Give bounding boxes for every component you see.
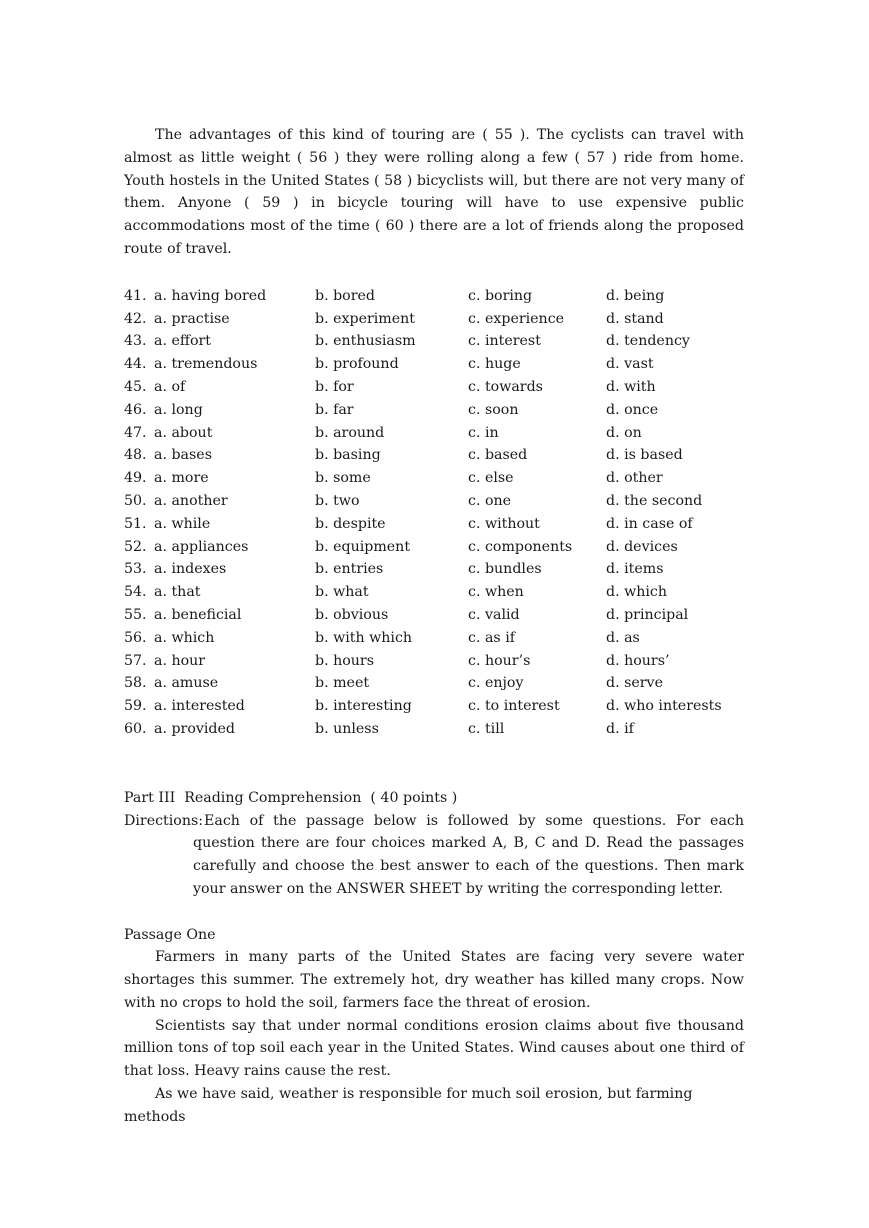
option-a: a. long — [154, 401, 203, 418]
question-number: 54. — [124, 584, 147, 601]
question-number: 53. — [124, 561, 147, 578]
option-b: b. bored — [315, 287, 375, 304]
question-number: 41. — [124, 287, 147, 304]
question-number: 52. — [124, 538, 147, 555]
question-number: 46. — [124, 401, 147, 418]
option-d: d. which — [606, 584, 668, 601]
option-d: d. once — [606, 401, 659, 418]
option-c: c. valid — [468, 606, 520, 623]
question-number: 59. — [124, 698, 147, 715]
option-a: a. hour — [154, 652, 206, 669]
option-d: d. as — [606, 629, 640, 646]
option-a: a. interested — [154, 698, 245, 715]
directions-label: Directions: — [124, 812, 204, 829]
option-b: b. meet — [315, 675, 370, 692]
option-c: c. without — [468, 515, 540, 532]
option-c: c. to interest — [468, 698, 560, 715]
question-row — [124, 650, 744, 673]
option-a: a. of — [154, 378, 186, 395]
option-a: a. effort — [154, 333, 211, 350]
option-a: a. about — [154, 424, 213, 441]
question-row — [124, 353, 744, 376]
option-a: a. provided — [154, 720, 235, 737]
question-number: 50. — [124, 492, 147, 509]
document-page — [124, 124, 744, 1129]
question-row — [124, 672, 744, 695]
option-c: c. based — [468, 447, 528, 464]
option-d: d. who interests — [606, 698, 722, 715]
option-d: d. devices — [606, 538, 678, 555]
question-row — [124, 285, 744, 308]
question-row — [124, 467, 744, 490]
question-row — [124, 581, 744, 604]
option-a: a. appliances — [154, 538, 249, 555]
question-number: 45. — [124, 378, 147, 395]
option-d: d. is based — [606, 447, 683, 464]
intro-paragraph: The advantages of this kind of touring are ( 55 ). The cyclists can travel with almost as little weight ( 56 ) they were rolling along a few ( 57 ) ride from home. Youth hostels in the United States ( 58 ) bicyclists will, but there are not very many of them. Anyone ( 59 ) in bicycle touring will have to use expensive public accommodations most of the time ( 60 ) there are a lot of friends along the proposed route of travel. — [124, 127, 744, 257]
option-c: c. enjoy — [468, 675, 524, 692]
question-row — [124, 604, 744, 627]
option-d: d. hours’ — [606, 652, 670, 669]
option-d: d. principal — [606, 606, 689, 623]
option-b: b. experiment — [315, 310, 415, 327]
option-a: a. beneficial — [154, 606, 242, 623]
options-list — [124, 285, 744, 741]
question-number: 56. — [124, 629, 147, 646]
option-c: c. else — [468, 470, 514, 487]
option-c: c. when — [468, 584, 524, 601]
option-b: b. despite — [315, 515, 386, 532]
question-number: 51. — [124, 515, 147, 532]
question-row — [124, 627, 744, 650]
option-b: b. basing — [315, 447, 381, 464]
option-a: a. having bored — [154, 287, 267, 304]
passage-paragraph: Scientists say that under normal conditions erosion claims about five thousand million tons of top soil each year in the United States. Wind causes about one third of that loss. Heavy rains cause the rest. — [124, 1017, 744, 1080]
option-b: b. hours — [315, 652, 374, 669]
question-row — [124, 308, 744, 331]
question-number: 49. — [124, 470, 147, 487]
option-a: a. that — [154, 584, 201, 601]
directions-text: Each of the passage below is followed by some questions. For each question there are four choices marked A, B, C and D. Read the passages carefully and choose the best answer to each of the questions. Then mark your answer on the ANSWER SHEET by writing the corresponding letter. — [193, 812, 744, 897]
option-b: b. entries — [315, 561, 384, 578]
option-a: a. amuse — [154, 675, 219, 692]
directions — [124, 810, 744, 901]
question-number: 55. — [124, 606, 147, 623]
section-title: Part III Reading Comprehension ( 40 points ) — [124, 789, 458, 806]
option-d: d. the second — [606, 492, 703, 509]
question-number: 60. — [124, 720, 147, 737]
question-row — [124, 718, 744, 741]
option-d: d. with — [606, 378, 656, 395]
option-c: c. interest — [468, 333, 541, 350]
option-c: c. huge — [468, 356, 521, 373]
passage-title: Passage One — [124, 926, 216, 943]
option-a: a. which — [154, 629, 215, 646]
option-b: b. some — [315, 470, 371, 487]
option-c: c. boring — [468, 287, 533, 304]
question-number: 43. — [124, 333, 147, 350]
option-c: c. components — [468, 538, 573, 555]
option-b: b. unless — [315, 720, 379, 737]
option-b: b. what — [315, 584, 369, 601]
option-c: c. one — [468, 492, 512, 509]
question-row — [124, 536, 744, 559]
option-b: b. obvious — [315, 606, 389, 623]
question-row — [124, 376, 744, 399]
option-d: d. items — [606, 561, 664, 578]
passage-paragraph: Farmers in many parts of the United States are facing very severe water shortages this summer. The extremely hot, dry weather has killed many crops. Now with no crops to hold the soil, farmers face the threat of erosion. — [124, 949, 744, 1011]
option-d: d. being — [606, 287, 665, 304]
option-a: a. bases — [154, 447, 212, 464]
option-b: b. two — [315, 492, 360, 509]
option-a: a. while — [154, 515, 211, 532]
option-c: c. hour’s — [468, 652, 531, 669]
option-b: b. around — [315, 424, 385, 441]
question-number: 57. — [124, 652, 147, 669]
question-row — [124, 444, 744, 467]
question-number: 42. — [124, 310, 147, 327]
option-c: c. bundles — [468, 561, 542, 578]
option-a: a. another — [154, 492, 228, 509]
question-row — [124, 558, 744, 581]
option-d: d. vast — [606, 356, 654, 373]
question-number: 58. — [124, 675, 147, 692]
option-c: c. as if — [468, 629, 516, 646]
question-row — [124, 513, 744, 536]
question-row — [124, 695, 744, 718]
question-row — [124, 399, 744, 422]
option-d: d. on — [606, 424, 642, 441]
option-d: d. in case of — [606, 515, 693, 532]
option-d: d. stand — [606, 310, 664, 327]
option-d: d. tendency — [606, 333, 690, 350]
option-a: a. practise — [154, 310, 230, 327]
option-b: b. enthusiasm — [315, 333, 416, 350]
option-b: b. far — [315, 401, 354, 418]
option-a: a. more — [154, 470, 209, 487]
option-c: c. towards — [468, 378, 543, 395]
option-b: b. with which — [315, 629, 413, 646]
option-a: a. tremendous — [154, 356, 258, 373]
option-b: b. profound — [315, 356, 399, 373]
option-b: b. for — [315, 378, 354, 395]
question-number: 48. — [124, 447, 147, 464]
option-d: d. other — [606, 470, 663, 487]
option-b: b. equipment — [315, 538, 411, 555]
question-number: 47. — [124, 424, 147, 441]
option-c: c. soon — [468, 401, 519, 418]
option-c: c. in — [468, 424, 499, 441]
option-d: d. serve — [606, 675, 663, 692]
option-d: d. if — [606, 720, 634, 737]
question-row — [124, 422, 744, 445]
option-c: c. experience — [468, 310, 565, 327]
option-b: b. interesting — [315, 698, 412, 715]
passage-paragraph: As we have said, weather is responsible for much soil erosion, but farming methods — [124, 1086, 693, 1125]
question-row — [124, 330, 744, 353]
option-a: a. indexes — [154, 561, 227, 578]
question-row — [124, 490, 744, 513]
question-number: 44. — [124, 356, 147, 373]
option-c: c. till — [468, 720, 505, 737]
